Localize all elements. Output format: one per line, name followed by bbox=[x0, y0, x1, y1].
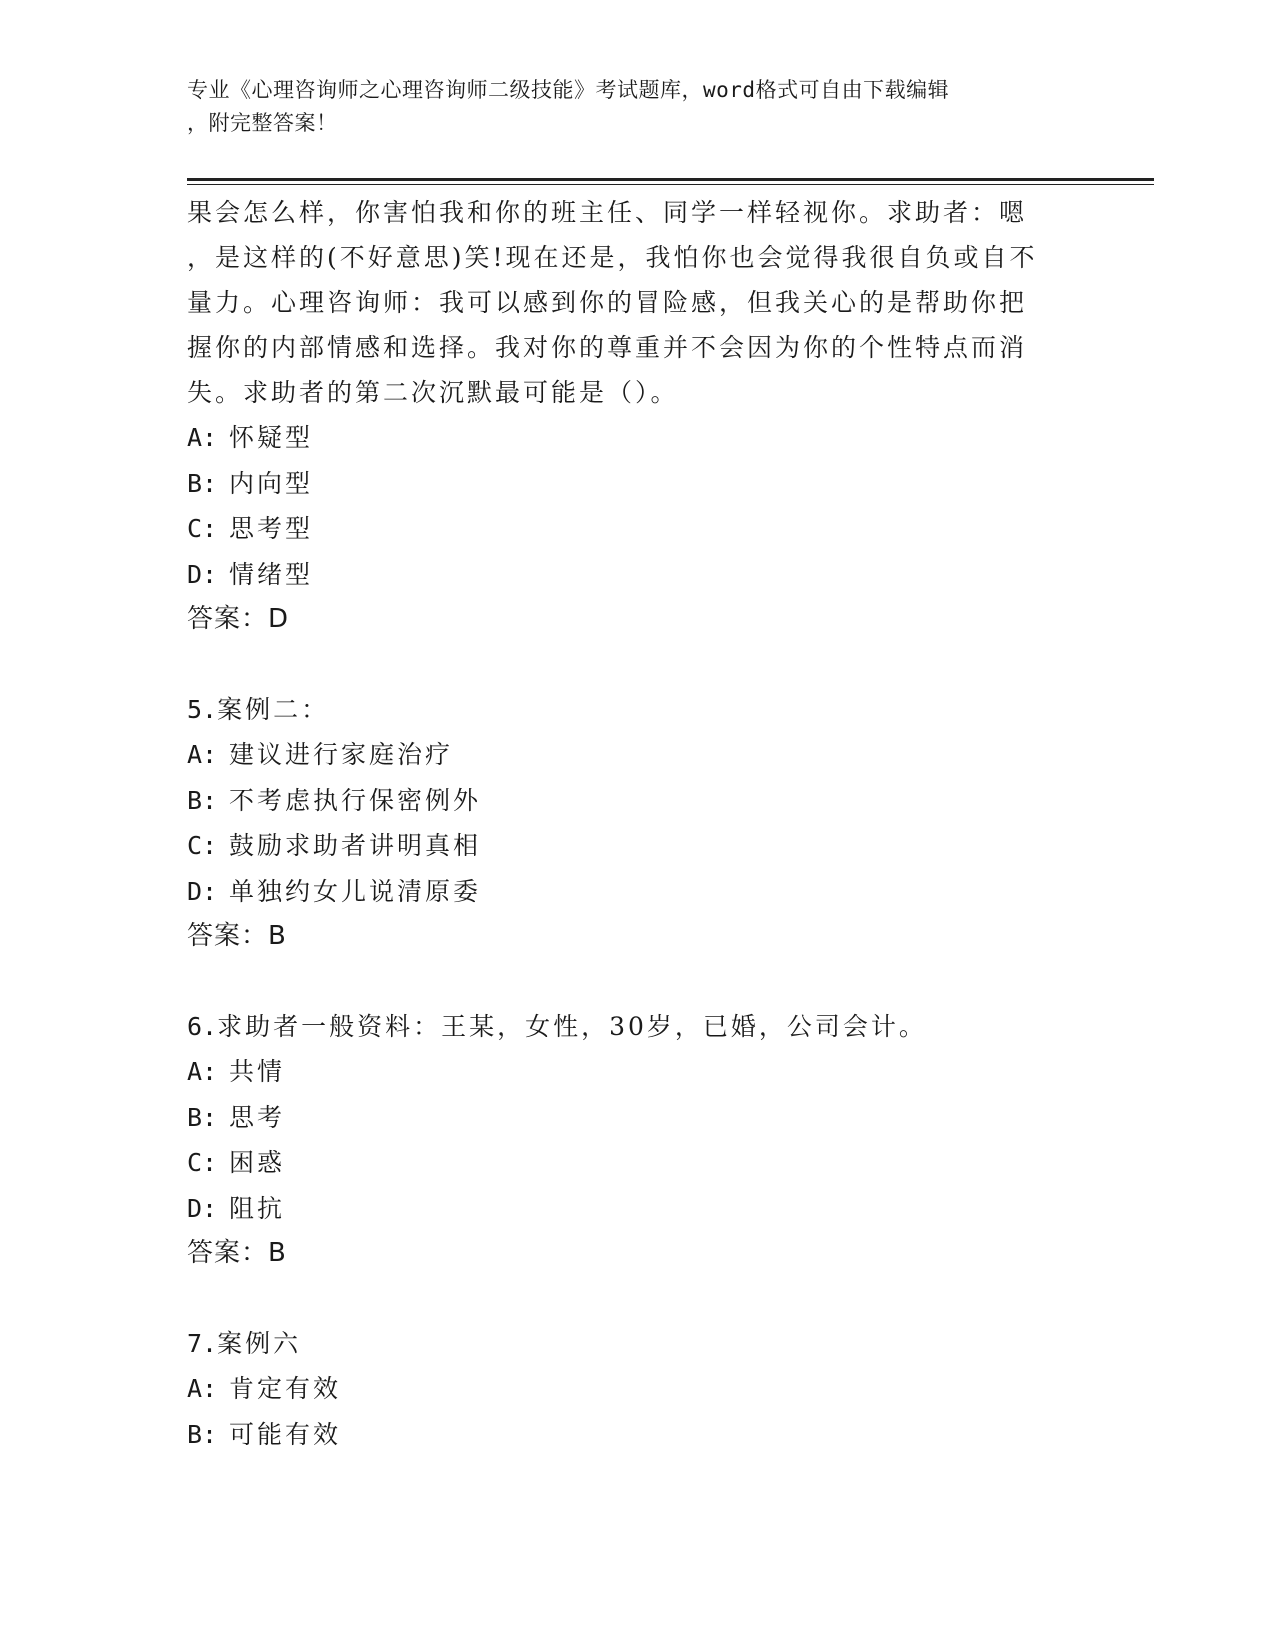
option-c bbox=[187, 506, 1087, 552]
option-a bbox=[187, 1049, 1087, 1095]
option-letter: A: bbox=[187, 1374, 218, 1403]
option-b bbox=[187, 461, 1087, 507]
option-a bbox=[187, 732, 1087, 778]
document-body bbox=[187, 190, 1087, 1457]
option-b bbox=[187, 1095, 1087, 1141]
stem-line: 握你的内部情感和选择。我对你的尊重并不会因为你的个性特点而消 bbox=[187, 333, 1028, 362]
answer-line: 答案：B bbox=[187, 1238, 287, 1268]
option-text: 困惑 bbox=[229, 1148, 286, 1177]
option-text: 内向型 bbox=[229, 468, 314, 498]
option-d bbox=[187, 1186, 1087, 1232]
option-text: 单独约女儿说清原委 bbox=[229, 876, 482, 906]
option-letter: B: bbox=[187, 1102, 218, 1132]
option-text: 不考虑执行保密例外 bbox=[229, 785, 482, 815]
spacer bbox=[187, 642, 1087, 687]
stem-line: 失。求助者的第二次沉默最可能是（）。 bbox=[187, 378, 679, 407]
option-text: 共情 bbox=[229, 1057, 286, 1086]
question-6 bbox=[187, 1004, 1087, 1276]
option-letter: A: bbox=[187, 740, 218, 769]
option-b bbox=[187, 778, 1087, 824]
option-letter: C: bbox=[187, 1148, 218, 1177]
option-letter: B: bbox=[187, 785, 218, 815]
option-letter: C: bbox=[187, 831, 218, 860]
option-text: 思考 bbox=[229, 1102, 286, 1132]
question-number: 6. bbox=[187, 1012, 218, 1041]
option-text: 建议进行家庭治疗 bbox=[229, 740, 454, 769]
option-d bbox=[187, 869, 1087, 915]
question-text: 案例二： bbox=[217, 695, 330, 724]
question-stem bbox=[187, 1321, 1087, 1366]
question-5 bbox=[187, 687, 1087, 959]
option-letter: A: bbox=[187, 1057, 218, 1086]
stem-line: ，是这样的(不好意思)笑!现在还是，我怕你也会觉得我很自负或自不 bbox=[187, 243, 1038, 272]
header-divider-thick bbox=[187, 178, 1154, 181]
option-text: 可能有效 bbox=[229, 1419, 342, 1449]
option-text: 怀疑型 bbox=[229, 423, 314, 452]
stem-line: 量力。心理咨询师：我可以感到你的冒险感，但我关心的是帮助你把 bbox=[187, 288, 1028, 317]
header-divider-thin bbox=[187, 184, 1154, 185]
header-line-2: ，附完整答案！ bbox=[187, 111, 338, 135]
question-number: 5. bbox=[187, 695, 218, 724]
question-number: 7. bbox=[187, 1329, 218, 1358]
question-text: 求助者一般资料：王某，女性，30岁，已婚，公司会计。 bbox=[217, 1012, 927, 1041]
question-continued bbox=[187, 190, 1087, 642]
option-letter: D: bbox=[187, 1193, 218, 1223]
option-letter: D: bbox=[187, 559, 218, 589]
option-text: 思考型 bbox=[229, 514, 314, 543]
option-text: 阻抗 bbox=[229, 1193, 286, 1223]
option-letter: A: bbox=[187, 423, 218, 452]
answer-line: 答案：B bbox=[187, 921, 287, 951]
option-letter: C: bbox=[187, 514, 218, 543]
option-a bbox=[187, 415, 1087, 461]
option-letter: B: bbox=[187, 1419, 218, 1449]
header-line-1: 专业《心理咨询师之心理咨询师二级技能》考试题库，word格式可自由下载编辑 bbox=[187, 78, 950, 102]
question-text: 案例六 bbox=[217, 1329, 302, 1358]
option-text: 鼓励求助者讲明真相 bbox=[229, 831, 482, 860]
stem-line: 果会怎么样，你害怕我和你的班主任、同学一样轻视你。求助者：嗯 bbox=[187, 198, 1028, 227]
option-letter: B: bbox=[187, 468, 218, 498]
option-c bbox=[187, 823, 1087, 869]
spacer bbox=[187, 1276, 1087, 1321]
option-a bbox=[187, 1366, 1087, 1412]
option-c bbox=[187, 1140, 1087, 1186]
option-text: 情绪型 bbox=[229, 559, 314, 589]
spacer bbox=[187, 959, 1087, 1004]
document-header bbox=[187, 74, 1067, 140]
question-stem bbox=[187, 1004, 1087, 1049]
answer-line: 答案：D bbox=[187, 604, 290, 634]
option-letter: D: bbox=[187, 876, 218, 906]
option-b bbox=[187, 1412, 1087, 1458]
option-text: 肯定有效 bbox=[229, 1374, 342, 1403]
question-stem bbox=[187, 687, 1087, 732]
question-7 bbox=[187, 1321, 1087, 1457]
option-d bbox=[187, 552, 1087, 598]
